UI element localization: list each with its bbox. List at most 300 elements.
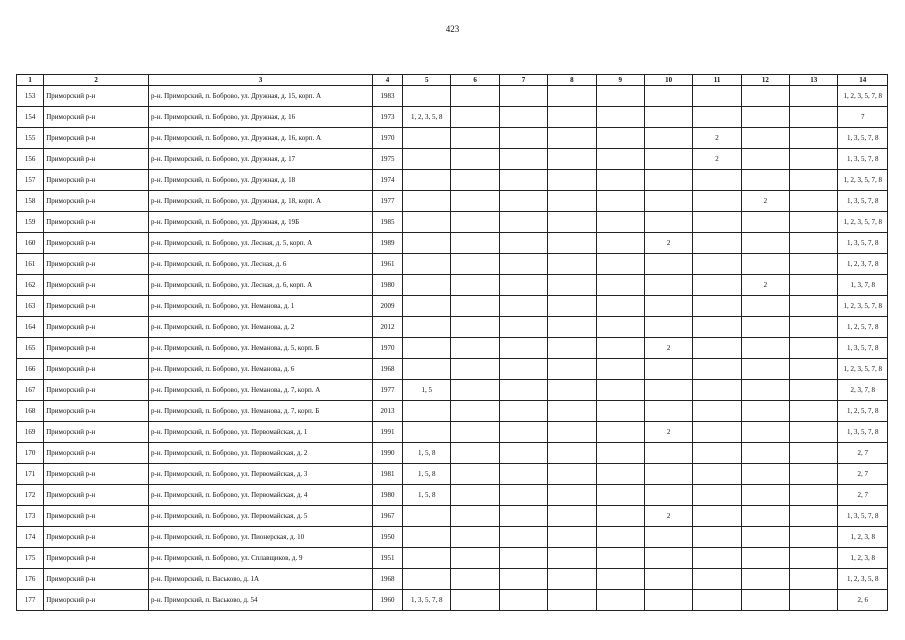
year-cell: 1980 — [372, 485, 402, 506]
col10-cell — [644, 149, 692, 170]
col10-cell: 2 — [644, 422, 692, 443]
col6-cell — [451, 359, 499, 380]
address-cell: р-н. Приморский, п. Боброво, ул. Первомайская, д. 5 — [149, 506, 373, 527]
col12-cell — [741, 296, 789, 317]
column-header-6: 6 — [451, 75, 499, 86]
col7-cell — [499, 443, 547, 464]
col10-cell: 2 — [644, 506, 692, 527]
col6-cell — [451, 212, 499, 233]
col12-cell — [741, 233, 789, 254]
col7-cell — [499, 548, 547, 569]
year-cell: 1990 — [372, 443, 402, 464]
col8-cell — [548, 254, 596, 275]
col9-cell — [596, 590, 644, 611]
col8-cell — [548, 359, 596, 380]
col9-cell — [596, 191, 644, 212]
table-body — [17, 86, 888, 611]
district-cell: Приморский р-н — [44, 254, 149, 275]
col11-cell — [693, 569, 741, 590]
col11-cell — [693, 170, 741, 191]
col8-cell — [548, 506, 596, 527]
row-number-cell: 170 — [17, 443, 44, 464]
col13-cell — [790, 485, 838, 506]
year-cell: 1968 — [372, 569, 402, 590]
codes-cell: 2, 6 — [838, 590, 888, 611]
page-number: 423 — [445, 24, 460, 34]
codes-cell: 1, 2, 5, 7, 8 — [838, 401, 888, 422]
col5-cell: 1, 5, 8 — [403, 464, 451, 485]
column-header-10: 10 — [644, 75, 692, 86]
col12-cell — [741, 170, 789, 191]
col9-cell — [596, 464, 644, 485]
col9-cell — [596, 296, 644, 317]
col12-cell — [741, 149, 789, 170]
col10-cell — [644, 170, 692, 191]
col7-cell — [499, 485, 547, 506]
col9-cell — [596, 506, 644, 527]
table-row — [17, 338, 888, 359]
col7-cell — [499, 380, 547, 401]
col8-cell — [548, 380, 596, 401]
district-cell: Приморский р-н — [44, 443, 149, 464]
col5-cell — [403, 401, 451, 422]
codes-cell: 2, 7 — [838, 443, 888, 464]
col7-cell — [499, 317, 547, 338]
col8-cell — [548, 296, 596, 317]
year-cell: 1985 — [372, 212, 402, 233]
address-cell: р-н. Приморский, п. Боброво, ул. Лесная, д. 6 — [149, 254, 373, 275]
district-cell: Приморский р-н — [44, 380, 149, 401]
district-cell: Приморский р-н — [44, 212, 149, 233]
col6-cell — [451, 380, 499, 401]
col12-cell — [741, 86, 789, 107]
year-cell: 1974 — [372, 170, 402, 191]
col5-cell — [403, 548, 451, 569]
address-cell: р-н. Приморский, п. Васьково, д. 54 — [149, 590, 373, 611]
col9-cell — [596, 107, 644, 128]
col11-cell — [693, 401, 741, 422]
col7-cell — [499, 170, 547, 191]
col11-cell: 2 — [693, 149, 741, 170]
address-cell: р-н. Приморский, п. Боброво, ул. Первомайская, д. 1 — [149, 422, 373, 443]
col10-cell — [644, 86, 692, 107]
col13-cell — [790, 338, 838, 359]
col7-cell — [499, 422, 547, 443]
col6-cell — [451, 422, 499, 443]
year-cell: 1970 — [372, 128, 402, 149]
district-cell: Приморский р-н — [44, 275, 149, 296]
col8-cell — [548, 317, 596, 338]
col10-cell — [644, 212, 692, 233]
column-header-1: 1 — [17, 75, 44, 86]
col5-cell — [403, 296, 451, 317]
col13-cell — [790, 401, 838, 422]
codes-cell: 1, 2, 5, 7, 8 — [838, 317, 888, 338]
codes-cell: 1, 3, 5, 7, 8 — [838, 506, 888, 527]
table-row — [17, 569, 888, 590]
district-cell: Приморский р-н — [44, 548, 149, 569]
row-number-cell: 155 — [17, 128, 44, 149]
table-row — [17, 590, 888, 611]
table-row — [17, 548, 888, 569]
col9-cell — [596, 443, 644, 464]
row-number-cell: 173 — [17, 506, 44, 527]
col11-cell — [693, 464, 741, 485]
year-cell: 2012 — [372, 317, 402, 338]
col7-cell — [499, 590, 547, 611]
col12-cell — [741, 128, 789, 149]
col5-cell — [403, 506, 451, 527]
col7-cell — [499, 569, 547, 590]
address-cell: р-н. Приморский, п. Боброво, ул. Дружная, д. 15, корп. А — [149, 86, 373, 107]
district-cell: Приморский р-н — [44, 149, 149, 170]
col9-cell — [596, 170, 644, 191]
column-header-7: 7 — [499, 75, 547, 86]
address-cell: р-н. Приморский, п. Боброво, ул. Дружная, д. 16, корп. А — [149, 128, 373, 149]
col6-cell — [451, 170, 499, 191]
col10-cell — [644, 254, 692, 275]
table-row — [17, 233, 888, 254]
col11-cell — [693, 317, 741, 338]
column-header-9: 9 — [596, 75, 644, 86]
row-number-cell: 168 — [17, 401, 44, 422]
col7-cell — [499, 212, 547, 233]
row-number-cell: 172 — [17, 485, 44, 506]
row-number-cell: 156 — [17, 149, 44, 170]
row-number-cell: 176 — [17, 569, 44, 590]
column-header-3: 3 — [149, 75, 373, 86]
col7-cell — [499, 338, 547, 359]
row-number-cell: 174 — [17, 527, 44, 548]
col11-cell — [693, 254, 741, 275]
col5-cell — [403, 338, 451, 359]
row-number-cell: 169 — [17, 422, 44, 443]
codes-cell: 1, 2, 3, 5, 7, 8 — [838, 86, 888, 107]
col9-cell — [596, 128, 644, 149]
table-row — [17, 527, 888, 548]
table-row — [17, 149, 888, 170]
address-cell: р-н. Приморский, п. Боброво, ул. Дружная, д. 19Б — [149, 212, 373, 233]
year-cell: 1977 — [372, 380, 402, 401]
table-row — [17, 464, 888, 485]
col6-cell — [451, 296, 499, 317]
col10-cell — [644, 548, 692, 569]
col11-cell — [693, 191, 741, 212]
row-number-cell: 164 — [17, 317, 44, 338]
year-cell: 1983 — [372, 86, 402, 107]
col12-cell — [741, 107, 789, 128]
col9-cell — [596, 86, 644, 107]
col7-cell — [499, 527, 547, 548]
col13-cell — [790, 233, 838, 254]
col7-cell — [499, 275, 547, 296]
district-cell: Приморский р-н — [44, 170, 149, 191]
codes-cell: 1, 2, 3, 5, 7, 8 — [838, 359, 888, 380]
year-cell: 1960 — [372, 590, 402, 611]
col5-cell — [403, 527, 451, 548]
address-cell: р-н. Приморский, п. Боброво, ул. Неманова, д. 2 — [149, 317, 373, 338]
codes-cell: 2, 7 — [838, 464, 888, 485]
table-row — [17, 254, 888, 275]
col5-cell — [403, 212, 451, 233]
year-cell: 1968 — [372, 359, 402, 380]
address-cell: р-н. Приморский, п. Боброво, ул. Неманова, д. 1 — [149, 296, 373, 317]
row-number-cell: 159 — [17, 212, 44, 233]
column-header-11: 11 — [693, 75, 741, 86]
row-number-cell: 161 — [17, 254, 44, 275]
col8-cell — [548, 170, 596, 191]
year-cell: 1973 — [372, 107, 402, 128]
address-cell: р-н. Приморский, п. Боброво, ул. Лесная, д. 5, корп. А — [149, 233, 373, 254]
year-cell: 1970 — [372, 338, 402, 359]
address-cell: р-н. Приморский, п. Боброво, ул. Неманова, д. 7, корп. А — [149, 380, 373, 401]
col11-cell — [693, 506, 741, 527]
district-cell: Приморский р-н — [44, 590, 149, 611]
table-row — [17, 485, 888, 506]
col8-cell — [548, 569, 596, 590]
col10-cell — [644, 275, 692, 296]
col13-cell — [790, 464, 838, 485]
col6-cell — [451, 485, 499, 506]
col13-cell — [790, 191, 838, 212]
col7-cell — [499, 191, 547, 212]
table-row — [17, 422, 888, 443]
row-number-cell: 157 — [17, 170, 44, 191]
col5-cell: 1, 5, 8 — [403, 485, 451, 506]
year-cell: 1950 — [372, 527, 402, 548]
column-header-2: 2 — [44, 75, 149, 86]
col9-cell — [596, 359, 644, 380]
address-cell: р-н. Приморский, п. Боброво, ул. Дружная, д. 17 — [149, 149, 373, 170]
col13-cell — [790, 212, 838, 233]
col10-cell — [644, 128, 692, 149]
col13-cell — [790, 443, 838, 464]
col13-cell — [790, 590, 838, 611]
col13-cell — [790, 254, 838, 275]
col9-cell — [596, 212, 644, 233]
col9-cell — [596, 338, 644, 359]
codes-cell: 7 — [838, 107, 888, 128]
col11-cell — [693, 359, 741, 380]
col9-cell — [596, 548, 644, 569]
col11-cell — [693, 485, 741, 506]
col9-cell — [596, 485, 644, 506]
district-cell: Приморский р-н — [44, 233, 149, 254]
col13-cell — [790, 149, 838, 170]
col13-cell — [790, 317, 838, 338]
row-number-cell: 162 — [17, 275, 44, 296]
col10-cell — [644, 380, 692, 401]
col11-cell — [693, 86, 741, 107]
year-cell: 1951 — [372, 548, 402, 569]
district-cell: Приморский р-н — [44, 128, 149, 149]
col6-cell — [451, 86, 499, 107]
col5-cell — [403, 275, 451, 296]
row-number-cell: 165 — [17, 338, 44, 359]
col5-cell — [403, 422, 451, 443]
col7-cell — [499, 296, 547, 317]
row-number-cell: 153 — [17, 86, 44, 107]
col13-cell — [790, 107, 838, 128]
col6-cell — [451, 464, 499, 485]
col13-cell — [790, 359, 838, 380]
col11-cell — [693, 548, 741, 569]
district-cell: Приморский р-н — [44, 86, 149, 107]
col5-cell: 1, 5, 8 — [403, 443, 451, 464]
row-number-cell: 160 — [17, 233, 44, 254]
col8-cell — [548, 86, 596, 107]
codes-cell: 1, 3, 5, 7, 8 — [838, 233, 888, 254]
address-cell: р-н. Приморский, п. Боброво, ул. Сплавщиков, д. 9 — [149, 548, 373, 569]
col13-cell — [790, 128, 838, 149]
col8-cell — [548, 191, 596, 212]
col5-cell — [403, 170, 451, 191]
col12-cell — [741, 212, 789, 233]
address-cell: р-н. Приморский, п. Боброво, ул. Пионерская, д. 10 — [149, 527, 373, 548]
col12-cell — [741, 548, 789, 569]
col6-cell — [451, 149, 499, 170]
table-row — [17, 212, 888, 233]
col5-cell — [403, 128, 451, 149]
codes-cell: 1, 2, 3, 5, 7, 8 — [838, 296, 888, 317]
col5-cell: 1, 5 — [403, 380, 451, 401]
year-cell: 1991 — [372, 422, 402, 443]
col11-cell — [693, 527, 741, 548]
column-header-5: 5 — [403, 75, 451, 86]
col11-cell — [693, 422, 741, 443]
address-cell: р-н. Приморский, п. Боброво, ул. Дружная, д. 18, корп. А — [149, 191, 373, 212]
district-cell: Приморский р-н — [44, 422, 149, 443]
col10-cell — [644, 569, 692, 590]
codes-cell: 1, 3, 5, 7, 8 — [838, 191, 888, 212]
table-row — [17, 359, 888, 380]
col11-cell — [693, 443, 741, 464]
address-cell: р-н. Приморский, п. Боброво, ул. Дружная, д. 18 — [149, 170, 373, 191]
table-row — [17, 107, 888, 128]
row-number-cell: 166 — [17, 359, 44, 380]
register-table — [16, 74, 888, 611]
address-cell: р-н. Приморский, п. Боброво, ул. Первомайская, д. 4 — [149, 485, 373, 506]
col11-cell: 2 — [693, 128, 741, 149]
year-cell: 1961 — [372, 254, 402, 275]
col13-cell — [790, 170, 838, 191]
col12-cell — [741, 380, 789, 401]
col12-cell — [741, 254, 789, 275]
col11-cell — [693, 590, 741, 611]
address-cell: р-н. Приморский, п. Боброво, ул. Дружная, д. 16 — [149, 107, 373, 128]
address-cell: р-н. Приморский, п. Боброво, ул. Неманова, д. 7, корп. Б — [149, 401, 373, 422]
col8-cell — [548, 149, 596, 170]
codes-cell: 1, 3, 5, 7, 8 — [838, 149, 888, 170]
col9-cell — [596, 569, 644, 590]
address-cell: р-н. Приморский, п. Боброво, ул. Лесная, д. 6, корп. А — [149, 275, 373, 296]
codes-cell: 1, 2, 3, 8 — [838, 548, 888, 569]
col13-cell — [790, 296, 838, 317]
col8-cell — [548, 233, 596, 254]
district-cell: Приморский р-н — [44, 485, 149, 506]
header-row — [17, 75, 888, 86]
col6-cell — [451, 191, 499, 212]
address-cell: р-н. Приморский, п. Боброво, ул. Неманова, д. 5, корп. Б — [149, 338, 373, 359]
district-cell: Приморский р-н — [44, 464, 149, 485]
col6-cell — [451, 128, 499, 149]
column-header-14: 14 — [838, 75, 888, 86]
col13-cell — [790, 86, 838, 107]
col6-cell — [451, 527, 499, 548]
col7-cell — [499, 401, 547, 422]
address-cell: р-н. Приморский, п. Боброво, ул. Первомайская, д. 2 — [149, 443, 373, 464]
col6-cell — [451, 233, 499, 254]
col8-cell — [548, 212, 596, 233]
col9-cell — [596, 401, 644, 422]
codes-cell: 1, 3, 7, 8 — [838, 275, 888, 296]
district-cell: Приморский р-н — [44, 107, 149, 128]
table-row — [17, 191, 888, 212]
col9-cell — [596, 527, 644, 548]
col5-cell — [403, 233, 451, 254]
col7-cell — [499, 506, 547, 527]
col10-cell — [644, 107, 692, 128]
col12-cell — [741, 359, 789, 380]
col6-cell — [451, 443, 499, 464]
col6-cell — [451, 338, 499, 359]
row-number-cell: 175 — [17, 548, 44, 569]
col12-cell: 2 — [741, 275, 789, 296]
col12-cell — [741, 338, 789, 359]
col6-cell — [451, 317, 499, 338]
col6-cell — [451, 506, 499, 527]
col5-cell: 1, 3, 5, 7, 8 — [403, 590, 451, 611]
col12-cell — [741, 443, 789, 464]
col5-cell — [403, 569, 451, 590]
col8-cell — [548, 107, 596, 128]
col10-cell — [644, 590, 692, 611]
year-cell: 2013 — [372, 401, 402, 422]
col9-cell — [596, 317, 644, 338]
table-row — [17, 443, 888, 464]
col8-cell — [548, 548, 596, 569]
district-cell: Приморский р-н — [44, 401, 149, 422]
col8-cell — [548, 464, 596, 485]
col8-cell — [548, 485, 596, 506]
table-row — [17, 401, 888, 422]
column-header-13: 13 — [790, 75, 838, 86]
col12-cell — [741, 485, 789, 506]
table-row — [17, 128, 888, 149]
column-header-8: 8 — [548, 75, 596, 86]
col5-cell: 1, 2, 3, 5, 8 — [403, 107, 451, 128]
col10-cell — [644, 464, 692, 485]
col8-cell — [548, 275, 596, 296]
col7-cell — [499, 128, 547, 149]
codes-cell: 2, 7 — [838, 485, 888, 506]
row-number-cell: 167 — [17, 380, 44, 401]
col13-cell — [790, 569, 838, 590]
col6-cell — [451, 254, 499, 275]
table-row — [17, 317, 888, 338]
col8-cell — [548, 422, 596, 443]
table-row — [17, 170, 888, 191]
col12-cell — [741, 422, 789, 443]
district-cell: Приморский р-н — [44, 296, 149, 317]
address-cell: р-н. Приморский, п. Васьково, д. 1А — [149, 569, 373, 590]
codes-cell: 1, 3, 5, 7, 8 — [838, 128, 888, 149]
column-header-12: 12 — [741, 75, 789, 86]
col6-cell — [451, 590, 499, 611]
col9-cell — [596, 233, 644, 254]
col10-cell — [644, 359, 692, 380]
col8-cell — [548, 128, 596, 149]
